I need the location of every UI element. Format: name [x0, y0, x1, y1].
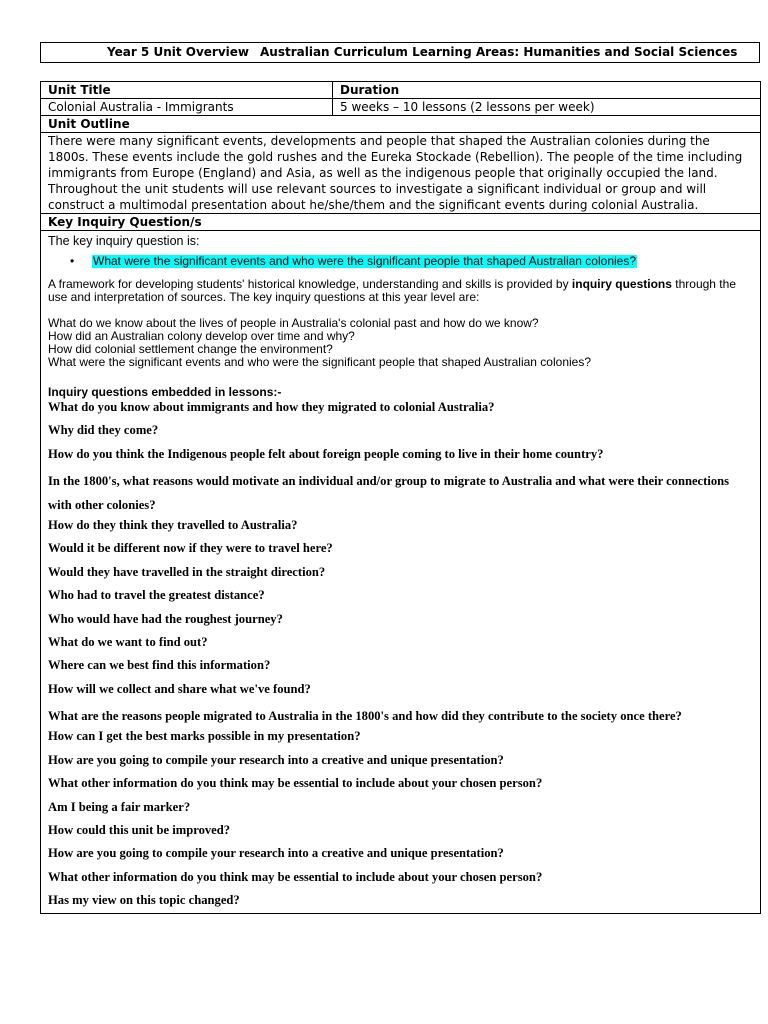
- duration-value: 5 weeks – 10 lessons (2 lessons per week): [333, 99, 761, 116]
- inquiry-content-row: [41, 231, 761, 914]
- duration-label: Duration: [333, 82, 761, 99]
- lesson-question: Who would have had the roughest journey?: [48, 611, 283, 626]
- inquiry-content: [41, 231, 761, 914]
- framework-paragraph: [48, 278, 753, 304]
- header-learning-areas: Australian Curriculum Learning Areas: Humanities and Social Sciences: [260, 45, 738, 59]
- key-question-intro: The key inquiry question is:: [48, 234, 200, 248]
- unit-overview-table: [40, 81, 761, 914]
- lesson-question: What do we want to find out?: [48, 634, 208, 649]
- lesson-question: What other information do you think may be essential to include about your chosen person?: [48, 869, 543, 884]
- unit-outline-label: Unit Outline: [41, 116, 761, 133]
- lesson-question: Who had to travel the greatest distance?: [48, 588, 265, 603]
- unit-outline-text: There were many significant events, developments and people that shaped the Australian colonies during the 1800s. These events include the gold rushes and the Eureka Stockade (Rebellion). The people of the time including immigrants from Europe (England) and Asia, as well as the indigenous people that originally occupied the land. Throughout the unit students will use relevant sources to investigate a significant individual or group and will construct a multimodal presentation about he/she/them and the significant events during colonial Australia.: [41, 133, 761, 214]
- inquiry-label-row: [41, 214, 761, 231]
- lesson-question: How are you going to compile your research into a creative and unique presentation?: [48, 846, 504, 861]
- year-question: How did colonial settlement change the environment?: [48, 342, 333, 356]
- lesson-question: How could this unit be improved?: [48, 822, 231, 837]
- lesson-question: Would they have travelled in the straight direction?: [48, 564, 326, 579]
- bullet-icon: •: [70, 254, 75, 268]
- lesson-question: Would it be different now if they were to travel here?: [48, 541, 333, 556]
- document-header: [40, 42, 760, 63]
- outline-text-row: [41, 133, 761, 214]
- lesson-question: Why did they come?: [48, 423, 159, 438]
- lesson-questions-list: [48, 400, 753, 908]
- year-questions-list: [48, 317, 753, 369]
- header-year-overview: Year 5 Unit Overview: [107, 45, 250, 59]
- framework-text-end: through the use and interpretation of sources. The key inquiry questions at this year level are:: [48, 277, 736, 304]
- outline-label-row: [41, 116, 761, 133]
- year-question: How did an Australian colony develop over time and why?: [48, 329, 355, 343]
- embedded-questions-heading: Inquiry questions embedded in lessons:-: [48, 385, 282, 399]
- lesson-question: How do you think the Indigenous people felt about foreign people coming to live in their home country?: [48, 446, 604, 461]
- lesson-question: Where can we best find this information?: [48, 658, 271, 673]
- values-row: [41, 99, 761, 116]
- year-question: What do we know about the lives of people in Australia's colonial past and how do we know?: [48, 316, 539, 330]
- key-question-highlight: What were the significant events and who were the significant people that shaped Australian colonies?: [93, 254, 636, 268]
- framework-text-start: A framework for developing students' historical knowledge, understanding and skills is provided by: [48, 277, 572, 291]
- framework-bold-term: inquiry questions: [571, 277, 672, 291]
- key-inquiry-label: Key Inquiry Question/s: [41, 214, 761, 231]
- lesson-question: What are the reasons people migrated to Australia in the 1800's and how did they contribute to the society once there?: [48, 709, 682, 724]
- lesson-question: What other information do you think may be essential to include about your chosen person?: [48, 776, 543, 791]
- lesson-question: In the 1800's, what reasons would motivate an individual and/or group to migrate to Australia and what were their connections with other colonies?: [48, 474, 730, 512]
- lesson-question: What do you know about immigrants and how they migrated to colonial Australia?: [48, 400, 495, 414]
- unit-title-label: Unit Title: [41, 82, 333, 99]
- lesson-question: Am I being a fair marker?: [48, 799, 191, 814]
- lesson-question: How will we collect and share what we've found?: [48, 681, 311, 696]
- lesson-question: How can I get the best marks possible in my presentation?: [48, 729, 361, 744]
- labels-row: [41, 82, 761, 99]
- lesson-question: How do they think they travelled to Australia?: [48, 517, 298, 532]
- lesson-question: How are you going to compile your research into a creative and unique presentation?: [48, 752, 504, 767]
- lesson-question: Has my view on this topic changed?: [48, 893, 240, 908]
- key-question-bullet: [70, 255, 753, 268]
- unit-title-value: Colonial Australia - Immigrants: [41, 99, 333, 116]
- year-question: What were the significant events and who were the significant people that shaped Australian colonies?: [48, 355, 591, 369]
